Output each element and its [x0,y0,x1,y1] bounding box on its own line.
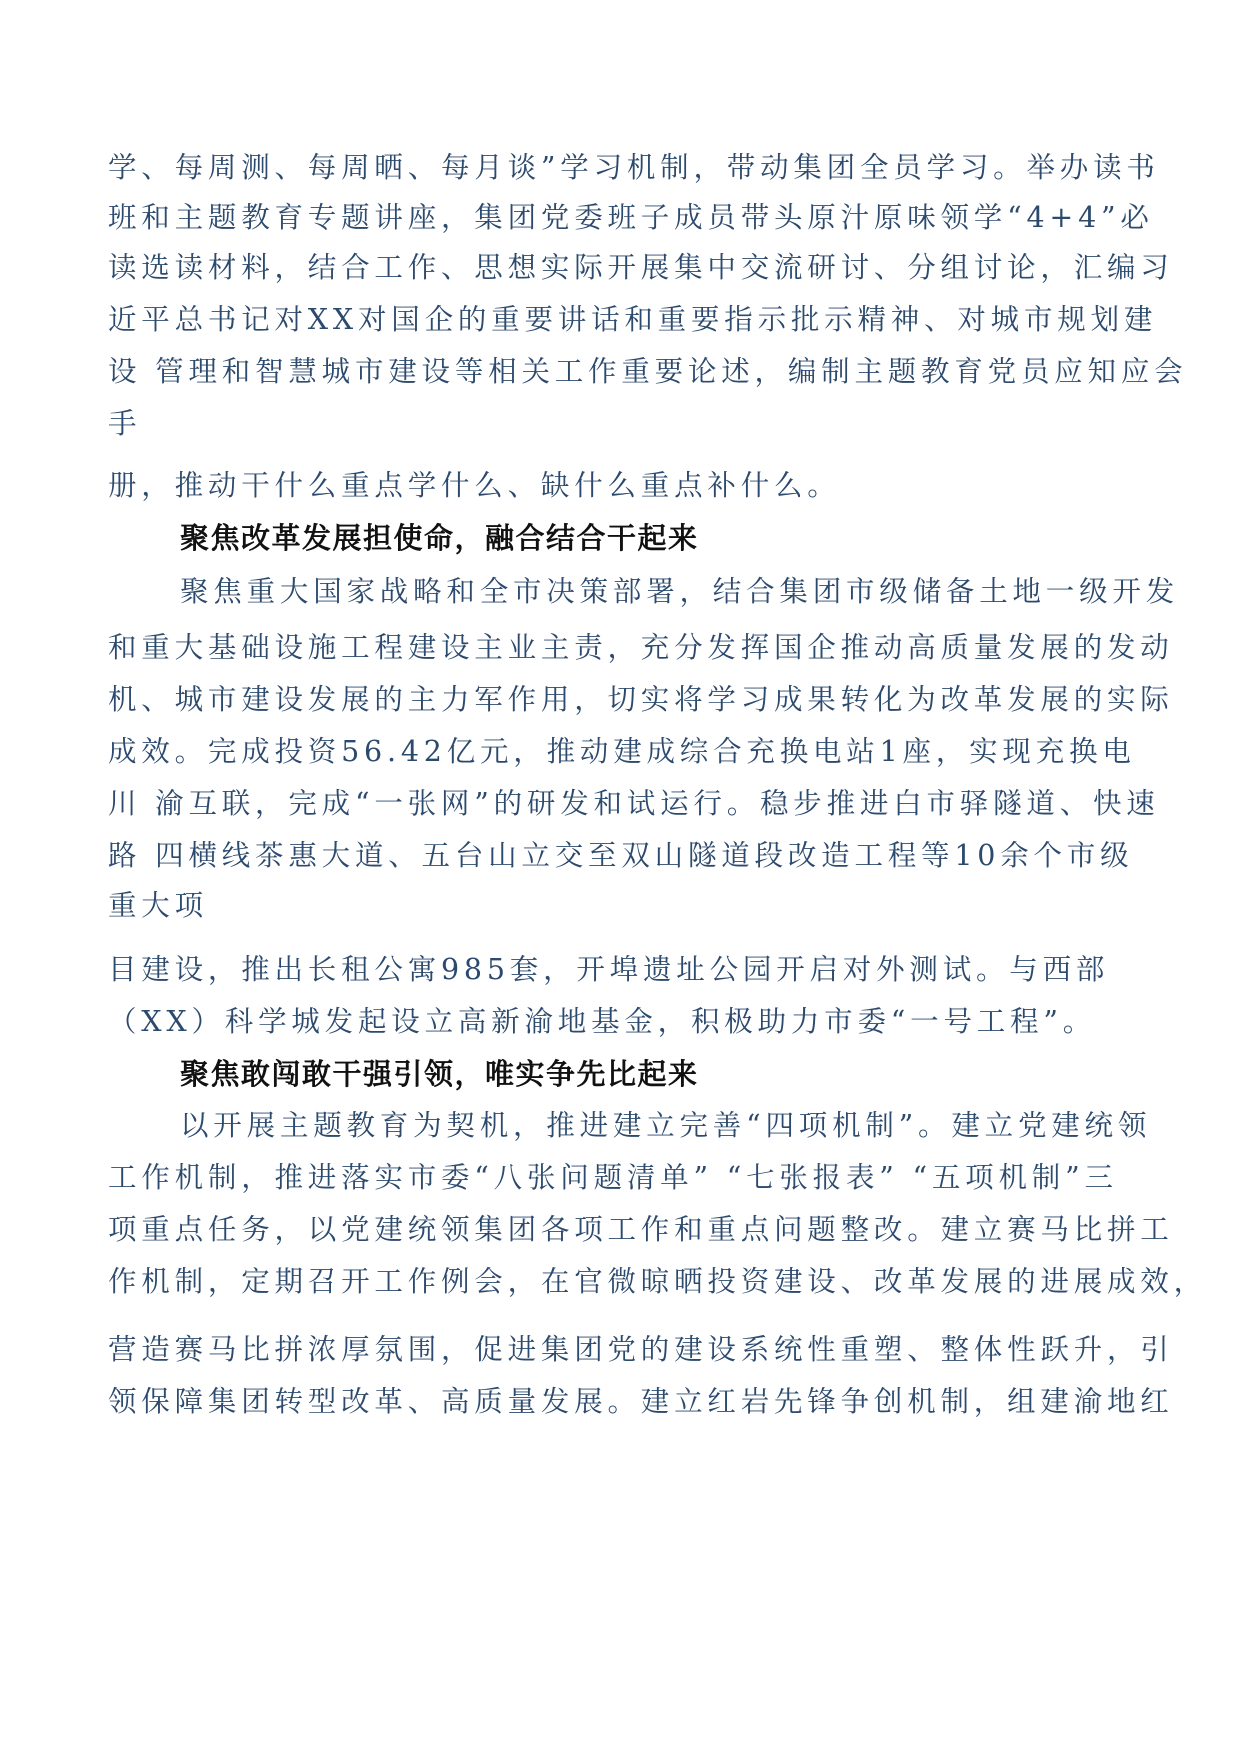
paragraph-line: 班和主题教育专题讲座，集团党委班子成员带头原汁原味领学“4+4”必 [108,201,1154,234]
paragraph-line: 作机制，定期召开工作例会，在官微晾晒投资建设、改革发展的进展成效， [108,1265,1207,1298]
paragraph-line: 和重大基础设施工程建设主业主责，充分发挥国企推动高质量发展的发动 [108,631,1174,664]
paragraph-line: 川 渝互联，完成“一张网”的研发和试运行。稳步推进白市驿隧道、快速 [108,787,1160,820]
paragraph-line: 重大项 [108,889,208,922]
paragraph-line: 机、城市建设发展的主力军作用，切实将学习成果转化为改革发展的实际 [108,683,1174,716]
paragraph-line: 项重点任务，以党建统领集团各项工作和重点问题整改。建立赛马比拼工 [108,1213,1174,1246]
paragraph-line: 手 [108,407,142,440]
paragraph-line: 学、每周测、每周晒、每月谈”学习机制，带动集团全员学习。举办读书 [108,151,1160,184]
paragraph-line: 营造赛马比拼浓厚氛围，促进集团党的建设系统性重塑、整体性跃升，引 [108,1333,1174,1366]
paragraph-line: 目建设，推出长租公寓985套，开埠遗址公园开启对外测试。与西部 [108,953,1110,986]
paragraph-line: 册，推动干什么重点学什么、缺什么重点补什么。 [108,469,841,502]
paragraph-line: 设 管理和智慧城市建设等相关工作重要论述，编制主题教育党员应知应会 [108,355,1188,388]
section-heading: 聚焦改革发展担使命，融合结合干起来 [180,521,699,555]
paragraph-line: 聚焦重大国家战略和全市决策部署，结合集团市级储备土地一级开发 [180,575,1180,608]
paragraph-line: 读选读材料，结合工作、思想实际开展集中交流研讨、分组讨论，汇编习 [108,251,1174,284]
paragraph-line: （XX）科学城发起设立高新渝地基金，积极助力市委“一号工程”。 [108,1005,1097,1038]
paragraph-line: 近平总书记对XX对国企的重要讲话和重要指示批示精神、对城市规划建 [108,303,1158,336]
paragraph-line: 工作机制，推进落实市委“八张问题清单” “七张报表” “五项机制”三 [108,1161,1118,1194]
paragraph-line: 成效。完成投资56.42亿元，推动建成综合充换电站1座，实现充换电 [108,735,1136,768]
paragraph-line: 以开展主题教育为契机，推进建立完善“四项机制”。建立党建统领 [180,1109,1152,1142]
paragraph-line: 领保障集团转型改革、高质量发展。建立红岩先锋争创机制，组建渝地红 [108,1385,1174,1418]
paragraph-line: 路 四横线茶惠大道、五台山立交至双山隧道段改造工程等10余个市级 [108,839,1134,872]
section-heading: 聚焦敢闯敢干强引领，唯实争先比起来 [180,1057,699,1091]
